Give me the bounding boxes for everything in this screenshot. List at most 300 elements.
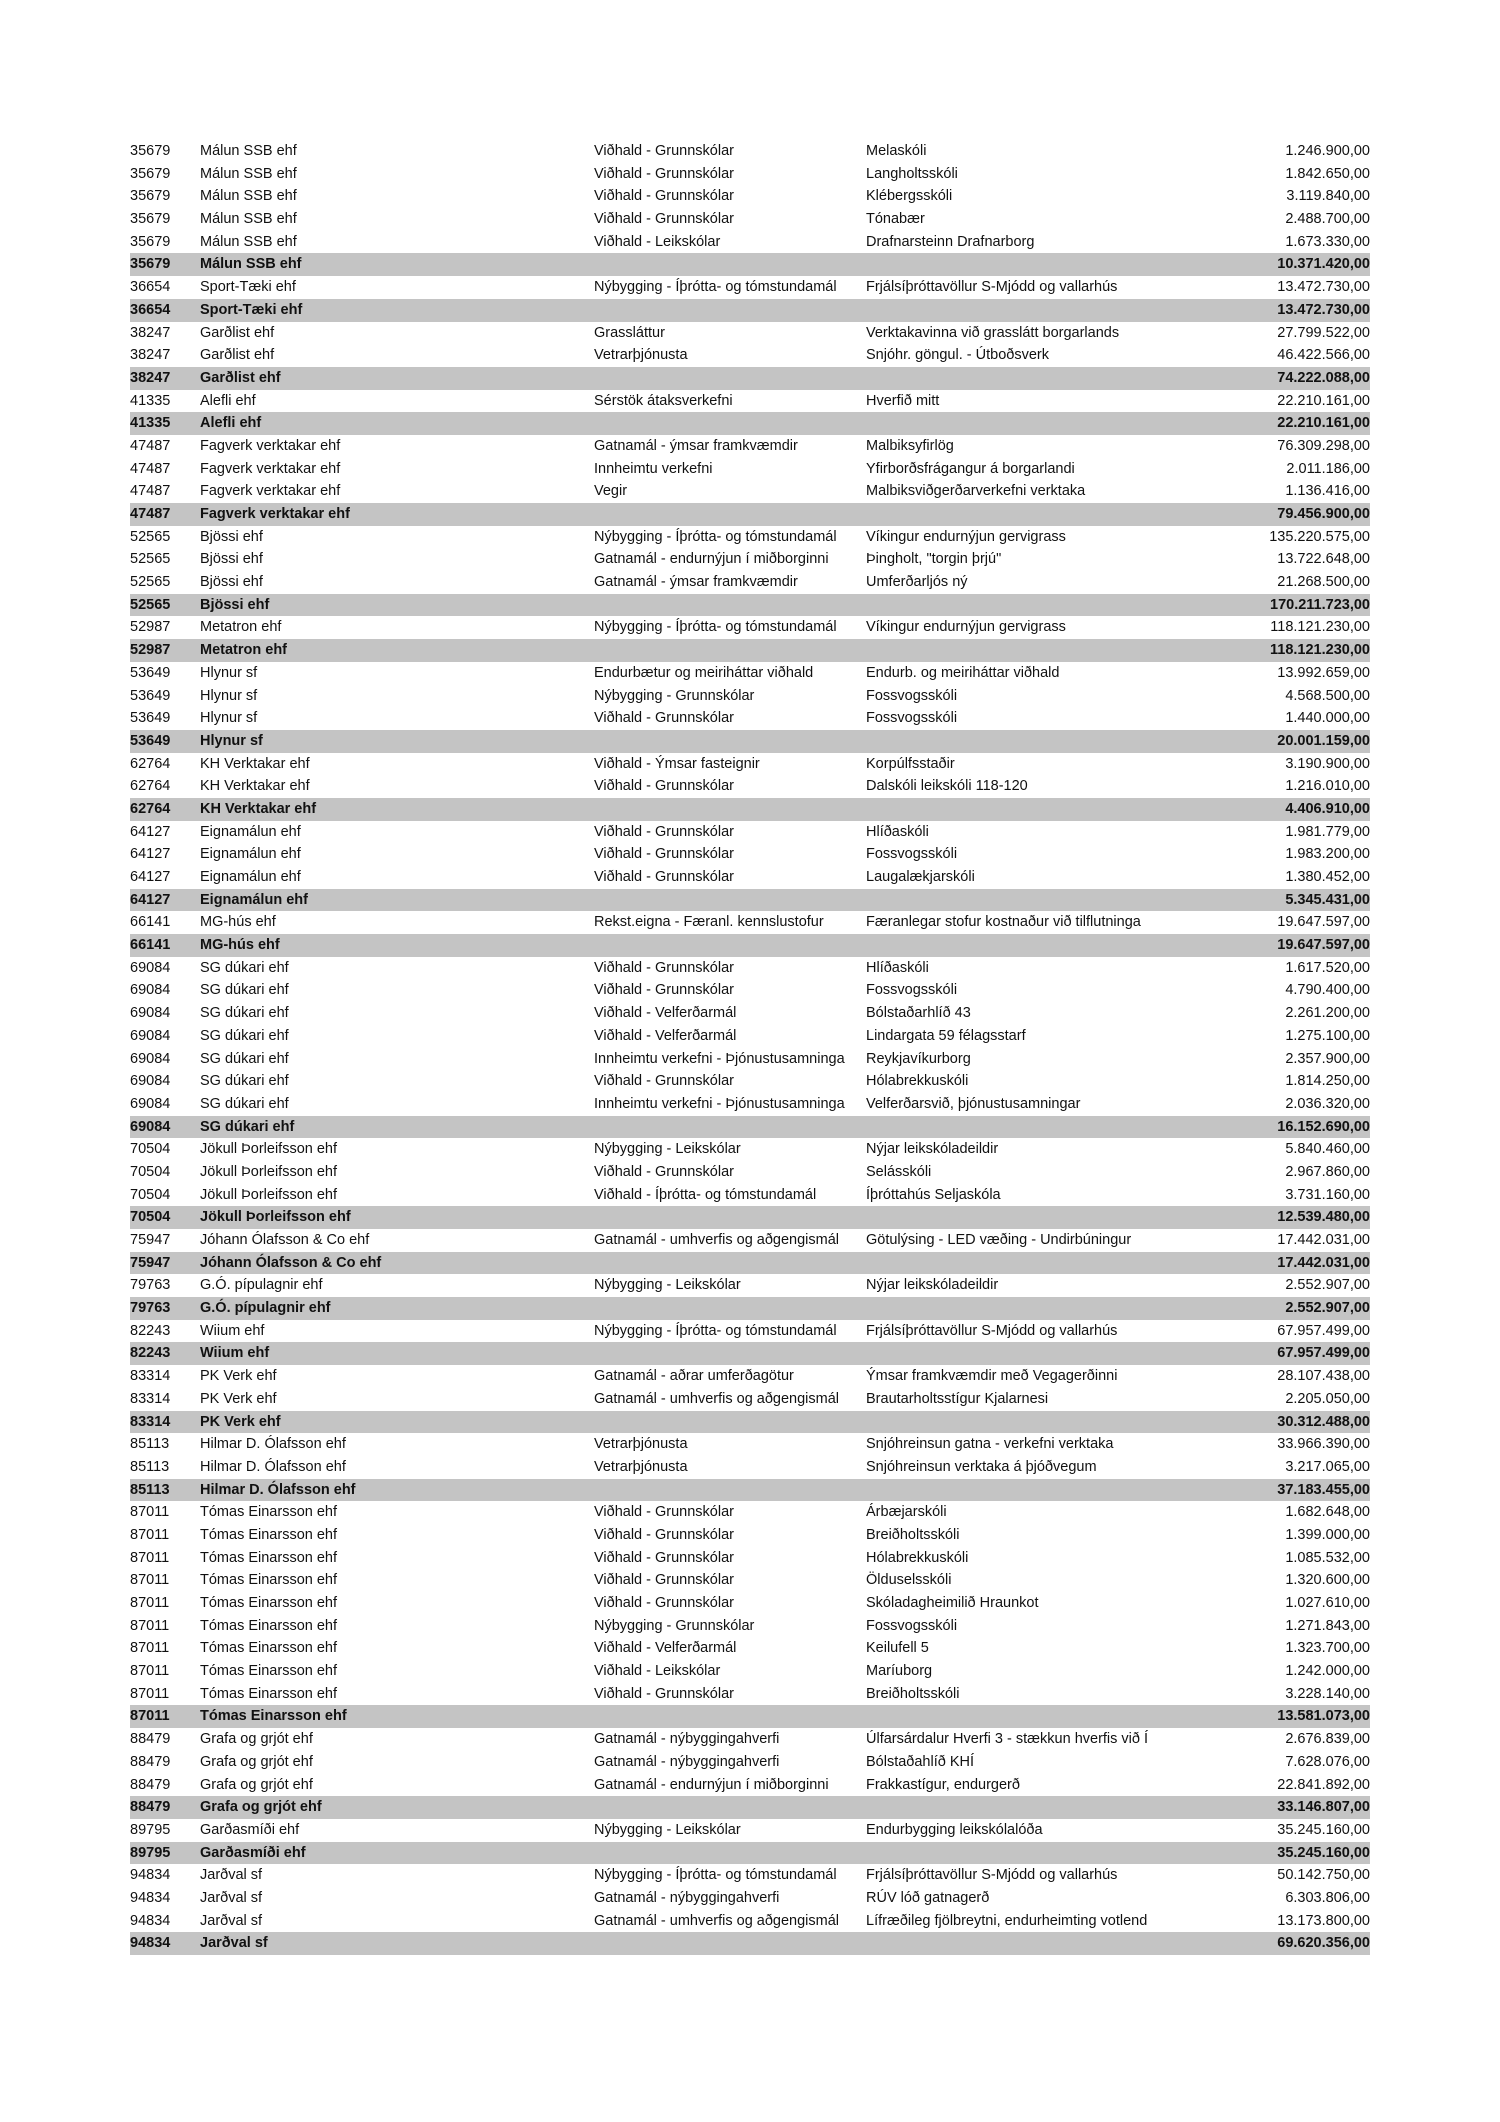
project-cell (866, 1705, 1176, 1728)
amount-cell: 35.245.160,00 (1277, 1844, 1370, 1861)
project-cell: Ölduselsskóli (866, 1572, 952, 1589)
vendor-name-cell: Bjössi ehf (200, 528, 263, 545)
vendor-name-cell: Jökull Þorleifsson ehf (200, 1141, 338, 1158)
category-cell (594, 639, 866, 662)
category-cell: Viðhald - Velferðarmál (594, 1640, 737, 1657)
table-row (130, 571, 1370, 594)
table-row (130, 979, 1370, 1002)
vendor-name-cell: Hlynur sf (200, 710, 258, 727)
project-cell: Frjálsíþróttavöllur S-Mjódd og vallarhús (866, 1867, 1118, 1884)
table-row (130, 1138, 1370, 1161)
vendor-id-cell: 64127 (130, 869, 171, 885)
amount-cell: 67.957.499,00 (1277, 1345, 1370, 1362)
vendor-id-cell: 87011 (130, 1617, 170, 1634)
vendor-id-cell: 70504 (130, 1141, 171, 1158)
vendor-id-cell: 62764 (130, 755, 171, 772)
vendor-id-cell: 69084 (130, 1050, 171, 1067)
vendor-id-cell: 88479 (130, 1799, 171, 1816)
subtotal-row (130, 1342, 1370, 1365)
category-cell: Viðhald - Grunnskólar (594, 165, 734, 182)
project-cell: Fossvogsskóli (866, 1617, 958, 1634)
project-cell (866, 1796, 1176, 1819)
table-row (130, 1388, 1370, 1411)
project-cell: Fossvogsskóli (866, 687, 958, 704)
vendor-name-cell: SG dúkari ehf (200, 1005, 289, 1022)
vendor-name-cell: Eignamálun ehf (200, 823, 301, 840)
vendor-id-cell: 87011 (130, 1504, 170, 1521)
amount-cell: 5.840.460,00 (1285, 1141, 1370, 1158)
table-row (130, 1070, 1370, 1093)
vendor-name-cell: SG dúkari ehf (200, 959, 289, 976)
subtotal-row (130, 1796, 1370, 1819)
vendor-id-cell: 75947 (130, 1254, 171, 1271)
amount-cell: 2.205.050,00 (1285, 1390, 1370, 1407)
table-row (130, 957, 1370, 980)
project-cell: Endurbygging leikskólalóða (866, 1821, 1043, 1838)
project-cell: Lindargata 59 félagsstarf (866, 1027, 1026, 1044)
vendor-name-cell: Garðlist ehf (200, 369, 281, 386)
vendor-name-cell: Hilmar D. Ólafsson ehf (200, 1458, 346, 1475)
category-cell (594, 934, 866, 957)
vendor-id-cell: 70504 (130, 1186, 171, 1203)
vendor-name-cell: Tómas Einarsson ehf (200, 1685, 338, 1702)
category-cell (594, 1206, 866, 1229)
vendor-id-cell: 69084 (130, 1073, 171, 1090)
vendor-id-cell: 52565 (130, 574, 171, 591)
project-cell (866, 1479, 1176, 1502)
table-row (130, 390, 1370, 413)
table-row (130, 140, 1370, 163)
amount-cell: 1.085.532,00 (1285, 1549, 1370, 1566)
project-cell: Malbiksyfirlög (866, 437, 954, 454)
vendor-name-cell: Metatron ehf (200, 642, 287, 659)
project-cell: Árbæjarskóli (866, 1504, 947, 1521)
category-cell (594, 1932, 866, 1955)
amount-cell: 1.216.010,00 (1285, 778, 1370, 795)
vendor-id-cell: 69084 (130, 1027, 171, 1044)
project-cell: Víkingur endurnýjun gervigrass (866, 619, 1066, 636)
project-cell (866, 1206, 1176, 1229)
category-cell (594, 1252, 866, 1275)
vendor-id-cell: 35679 (130, 165, 171, 182)
table-row (130, 1615, 1370, 1638)
vendor-id-cell: 69084 (130, 1095, 171, 1112)
project-cell: Nýjar leikskóladeildir (866, 1141, 999, 1158)
subtotal-row (130, 594, 1370, 617)
vendor-id-cell: 66141 (130, 937, 171, 954)
vendor-id-cell: 52565 (130, 551, 171, 568)
amount-cell: 4.568.500,00 (1285, 687, 1370, 704)
vendor-id-cell: 83314 (130, 1368, 171, 1385)
category-cell (594, 594, 866, 617)
amount-cell: 13.992.659,00 (1277, 664, 1370, 681)
vendor-name-cell: PK Verk ehf (200, 1413, 281, 1430)
vendor-name-cell: SG dúkari ehf (200, 982, 289, 999)
vendor-name-cell: Málun SSB ehf (200, 211, 297, 228)
vendor-id-cell: 88479 (130, 1753, 171, 1770)
category-cell: Viðhald - Grunnskólar (594, 211, 734, 228)
category-cell: Viðhald - Velferðarmál (594, 1027, 737, 1044)
vendor-name-cell: PK Verk ehf (200, 1390, 277, 1407)
project-cell: Úlfarsárdalur Hverfi 3 - stækkun hverfis við Í (866, 1731, 1149, 1748)
vendor-name-cell: Fagverk verktakar ehf (200, 506, 350, 522)
category-cell: Viðhald - Grunnskólar (594, 1073, 734, 1090)
vendor-name-cell: Grafa og grjót ehf (200, 1776, 313, 1793)
category-cell: Innheimtu verkefni - Þjónustusamninga (594, 1050, 845, 1067)
subtotal-row (130, 1932, 1370, 1955)
vendor-id-cell: 52565 (130, 528, 171, 545)
amount-cell: 118.121.230,00 (1270, 642, 1370, 659)
project-cell: Keilufell 5 (866, 1640, 929, 1657)
amount-cell: 19.647.597,00 (1277, 937, 1370, 954)
vendor-id-cell: 85113 (130, 1481, 170, 1498)
vendor-name-cell: Grafa og grjót ehf (200, 1753, 313, 1770)
vendor-name-cell: Jökull Þorleifsson ehf (200, 1163, 338, 1180)
table-row (130, 1887, 1370, 1910)
vendor-id-cell: 87011 (130, 1685, 170, 1702)
category-cell: Gatnamál - endurnýjun í miðborginni (594, 1776, 829, 1793)
vendor-name-cell: Fagverk verktakar ehf (200, 437, 341, 454)
vendor-id-cell: 36654 (130, 279, 171, 296)
vendor-id-cell: 47487 (130, 483, 171, 500)
amount-cell: 4.790.400,00 (1285, 982, 1370, 999)
project-cell (866, 889, 1176, 912)
project-cell (866, 1342, 1176, 1365)
vendor-name-cell: SG dúkari ehf (200, 1050, 289, 1067)
project-cell (866, 1932, 1176, 1955)
project-cell: Breiðholtsskóli (866, 1685, 960, 1702)
vendor-name-cell: KH Verktakar ehf (200, 778, 310, 795)
amount-cell: 20.001.159,00 (1277, 732, 1370, 749)
vendor-name-cell: Tómas Einarsson ehf (200, 1595, 338, 1611)
category-cell: Vetrarþjónusta (594, 1458, 688, 1475)
category-cell: Viðhald - Grunnskólar (594, 1549, 734, 1566)
table-row (130, 1819, 1370, 1842)
category-cell: Viðhald - Grunnskólar (594, 959, 734, 976)
table-row (130, 231, 1370, 254)
vendor-id-cell: 53649 (130, 664, 171, 681)
vendor-name-cell: Bjössi ehf (200, 551, 263, 568)
vendor-name-cell: Tómas Einarsson ehf (200, 1526, 338, 1543)
project-cell: Langholtsskóli (866, 165, 958, 182)
project-cell: Umferðarljós ný (866, 574, 968, 591)
amount-cell: 33.146.807,00 (1277, 1799, 1370, 1816)
table-row (130, 526, 1370, 549)
vendor-id-cell: 87011 (130, 1526, 170, 1543)
amount-cell: 69.620.356,00 (1277, 1935, 1370, 1952)
amount-cell: 1.136.416,00 (1285, 483, 1370, 500)
subtotal-row (130, 1411, 1370, 1434)
amount-cell: 1.399.000,00 (1285, 1526, 1370, 1543)
vendor-name-cell: Hlynur sf (200, 687, 258, 704)
amount-cell: 76.309.298,00 (1277, 437, 1370, 454)
table-row (130, 1274, 1370, 1297)
category-cell (594, 730, 866, 753)
vendor-id-cell: 38247 (130, 369, 171, 386)
vendor-id-cell: 69084 (130, 1005, 171, 1022)
vendor-id-cell: 47487 (130, 437, 171, 454)
project-cell: Hlíðaskóli (866, 959, 929, 976)
subtotal-row (130, 798, 1370, 821)
table-row (130, 1547, 1370, 1570)
subtotal-row (130, 639, 1370, 662)
amount-cell: 2.676.839,00 (1285, 1731, 1370, 1748)
vendor-id-cell: 36654 (130, 301, 171, 318)
vendor-id-cell: 83314 (130, 1390, 171, 1407)
category-cell: Vetrarþjónusta (594, 1436, 688, 1453)
category-cell: Grassláttur (594, 324, 665, 341)
table-row (130, 1365, 1370, 1388)
project-cell: Götulýsing - LED væðing - Undirbúningur (866, 1232, 1132, 1248)
vendor-name-cell: G.Ó. pípulagnir ehf (200, 1300, 331, 1317)
project-cell (866, 412, 1176, 435)
category-cell: Innheimtu verkefni - Þjónustusamninga (594, 1095, 845, 1112)
vendor-name-cell: G.Ó. pípulagnir ehf (200, 1277, 323, 1294)
subtotal-row (130, 1705, 1370, 1728)
vendor-name-cell: Hilmar D. Ólafsson ehf (200, 1436, 346, 1453)
amount-cell: 3.731.160,00 (1285, 1186, 1370, 1203)
amount-cell: 7.628.076,00 (1285, 1753, 1370, 1770)
amount-cell: 67.957.499,00 (1277, 1322, 1370, 1339)
category-cell: Gatnamál - nýbyggingahverfi (594, 1753, 780, 1770)
vendor-id-cell: 35679 (130, 233, 171, 250)
vendor-name-cell: Tómas Einarsson ehf (200, 1549, 338, 1566)
amount-cell: 5.345.431,00 (1285, 891, 1370, 908)
category-cell: Viðhald - Grunnskólar (594, 1685, 734, 1702)
vendor-name-cell: Jarðval sf (200, 1867, 263, 1884)
table-row (130, 753, 1370, 776)
category-cell (594, 412, 866, 435)
table-row (130, 843, 1370, 866)
vendor-name-cell: Tómas Einarsson ehf (200, 1572, 338, 1589)
project-cell: Breiðholtsskóli (866, 1526, 960, 1543)
category-cell: Vegir (594, 483, 628, 500)
project-cell (866, 1297, 1176, 1320)
vendor-name-cell: Sport-Tæki ehf (200, 279, 296, 296)
vendor-name-cell: Jökull Þorleifsson ehf (200, 1186, 338, 1203)
subtotal-row (130, 1297, 1370, 1320)
amount-cell: 1.271.843,00 (1285, 1617, 1370, 1634)
vendor-name-cell: Tómas Einarsson ehf (200, 1708, 347, 1725)
table-row (130, 185, 1370, 208)
table-row (130, 1524, 1370, 1547)
category-cell: Gatnamál - umhverfis og aðgengismál (594, 1390, 840, 1407)
subtotal-row (130, 1116, 1370, 1139)
table-row (130, 1660, 1370, 1683)
vendor-name-cell: KH Verktakar ehf (200, 800, 317, 817)
table-row (130, 821, 1370, 844)
category-cell: Gatnamál - ýmsar framkvæmdir (594, 574, 798, 591)
table-row (130, 1569, 1370, 1592)
vendor-id-cell: 79763 (130, 1277, 171, 1294)
contractor-payments-table (130, 140, 1370, 1955)
amount-cell: 3.228.140,00 (1285, 1685, 1370, 1702)
vendor-id-cell: 87011 (130, 1572, 170, 1589)
vendor-id-cell: 38247 (130, 324, 171, 341)
vendor-id-cell: 94834 (130, 1912, 171, 1929)
amount-cell: 135.220.575,00 (1269, 528, 1370, 545)
project-cell: Snjóhreinsun gatna - verkefni verktaka (866, 1436, 1114, 1453)
table-row (130, 276, 1370, 299)
amount-cell: 1.246.900,00 (1285, 143, 1370, 159)
table-row (130, 1864, 1370, 1887)
project-cell: Velferðarsvið, þjónustusamningar (866, 1095, 1081, 1112)
amount-cell: 118.121.230,00 (1270, 619, 1370, 636)
amount-cell: 1.983.200,00 (1285, 846, 1370, 863)
vendor-id-cell: 82243 (130, 1322, 171, 1339)
project-cell (866, 1411, 1176, 1434)
vendor-name-cell: MG-hús ehf (200, 937, 280, 954)
category-cell: Gatnamál - nýbyggingahverfi (594, 1731, 780, 1748)
vendor-name-cell: Tómas Einarsson ehf (200, 1640, 338, 1657)
project-cell: Malbiksviðgerðarverkefni verktaka (866, 483, 1086, 500)
project-cell: Melaskóli (866, 143, 927, 159)
category-cell: Viðhald - Grunnskólar (594, 869, 734, 885)
table-row (130, 1093, 1370, 1116)
amount-cell: 2.488.700,00 (1285, 211, 1370, 228)
amount-cell: 50.142.750,00 (1277, 1867, 1370, 1884)
amount-cell: 19.647.597,00 (1277, 914, 1370, 931)
vendor-id-cell: 94834 (130, 1935, 171, 1952)
table-row (130, 1002, 1370, 1025)
amount-cell: 33.966.390,00 (1277, 1436, 1370, 1453)
subtotal-row (130, 1479, 1370, 1502)
vendor-id-cell: 47487 (130, 506, 171, 522)
vendor-id-cell: 94834 (130, 1889, 171, 1906)
vendor-name-cell: Fagverk verktakar ehf (200, 483, 341, 500)
project-cell: Maríuborg (866, 1663, 933, 1680)
vendor-name-cell: Garðasmíði ehf (200, 1821, 300, 1838)
vendor-name-cell: Jarðval sf (200, 1912, 263, 1929)
vendor-id-cell: 69084 (130, 1118, 171, 1135)
vendor-id-cell: 82243 (130, 1345, 171, 1362)
vendor-name-cell: PK Verk ehf (200, 1368, 277, 1385)
vendor-id-cell: 87011 (130, 1595, 170, 1611)
vendor-name-cell: Jarðval sf (200, 1889, 263, 1906)
table-row (130, 1184, 1370, 1207)
vendor-id-cell: 69084 (130, 959, 171, 976)
amount-cell: 1.617.520,00 (1285, 959, 1370, 976)
table-row (130, 866, 1370, 889)
category-cell (594, 1479, 866, 1502)
table-row (130, 480, 1370, 503)
category-cell (594, 367, 866, 390)
amount-cell: 1.814.250,00 (1285, 1073, 1370, 1090)
table-row (130, 208, 1370, 231)
amount-cell: 2.261.200,00 (1285, 1005, 1370, 1022)
amount-cell: 2.967.860,00 (1285, 1163, 1370, 1180)
amount-cell: 22.210.161,00 (1277, 415, 1370, 432)
vendor-name-cell: Tómas Einarsson ehf (200, 1617, 338, 1634)
category-cell: Viðhald - Velferðarmál (594, 1005, 737, 1022)
project-cell: Fossvogsskóli (866, 982, 958, 999)
project-cell (866, 253, 1176, 276)
amount-cell: 2.357.900,00 (1285, 1050, 1370, 1067)
amount-cell: 3.190.900,00 (1285, 755, 1370, 772)
category-cell: Vetrarþjónusta (594, 347, 688, 364)
project-cell: Ýmsar framkvæmdir með Vegagerðinni (866, 1368, 1118, 1385)
project-cell: Hólabrekkuskóli (866, 1549, 969, 1566)
vendor-id-cell: 62764 (130, 778, 171, 795)
vendor-id-cell: 47487 (130, 460, 171, 477)
vendor-id-cell: 88479 (130, 1731, 171, 1748)
subtotal-row (130, 1206, 1370, 1229)
project-cell (866, 1842, 1176, 1865)
vendor-id-cell: 53649 (130, 687, 171, 704)
project-cell (866, 798, 1176, 821)
vendor-id-cell: 62764 (130, 800, 171, 817)
amount-cell: 17.442.031,00 (1277, 1254, 1370, 1271)
amount-cell: 1.027.610,00 (1285, 1595, 1370, 1611)
project-cell: Laugalækjarskóli (866, 869, 975, 885)
vendor-name-cell: Málun SSB ehf (200, 188, 297, 205)
category-cell: Nýbygging - Íþrótta- og tómstundamál (594, 1867, 837, 1884)
amount-cell: 3.119.840,00 (1286, 188, 1370, 205)
project-cell: Hverfið mitt (866, 392, 940, 409)
amount-cell: 1.842.650,00 (1285, 165, 1370, 182)
vendor-name-cell: SG dúkari ehf (200, 1095, 289, 1112)
amount-cell: 28.107.438,00 (1277, 1368, 1370, 1385)
vendor-id-cell: 85113 (130, 1436, 170, 1453)
vendor-id-cell: 89795 (130, 1821, 171, 1838)
table-row (130, 911, 1370, 934)
amount-cell: 16.152.690,00 (1277, 1118, 1370, 1135)
project-cell: Klébergsskóli (866, 188, 953, 205)
category-cell (594, 1796, 866, 1819)
vendor-id-cell: 52987 (130, 642, 171, 659)
vendor-id-cell: 64127 (130, 823, 171, 840)
category-cell: Gatnamál - umhverfis og aðgengismál (594, 1232, 840, 1248)
project-cell: Selásskóli (866, 1163, 932, 1180)
amount-cell: 170.211.723,00 (1270, 596, 1370, 613)
category-cell (594, 1411, 866, 1434)
category-cell (594, 253, 866, 276)
category-cell: Endurbætur og meiriháttar viðhald (594, 664, 814, 681)
category-cell (594, 1342, 866, 1365)
project-cell (866, 503, 1176, 526)
table-row (130, 1161, 1370, 1184)
vendor-id-cell: 83314 (130, 1413, 171, 1430)
category-cell (594, 299, 866, 322)
table-row (130, 1229, 1370, 1252)
project-cell: Endurb. og meiriháttar viðhald (866, 664, 1060, 681)
amount-cell: 46.422.566,00 (1277, 347, 1370, 364)
project-cell: Bólstaðarhlíð 43 (866, 1005, 971, 1022)
category-cell: Viðhald - Grunnskólar (594, 1163, 734, 1180)
category-cell: Viðhald - Grunnskólar (594, 823, 734, 840)
table-row (130, 1728, 1370, 1751)
vendor-name-cell: Jökull Þorleifsson ehf (200, 1209, 351, 1226)
vendor-id-cell: 87011 (130, 1640, 170, 1657)
amount-cell: 10.371.420,00 (1277, 256, 1370, 273)
vendor-name-cell: Jarðval sf (200, 1935, 268, 1952)
vendor-id-cell: 70504 (130, 1163, 171, 1180)
subtotal-row (130, 1842, 1370, 1865)
table-row (130, 1048, 1370, 1071)
category-cell: Gatnamál - nýbyggingahverfi (594, 1889, 780, 1906)
amount-cell: 2.552.907,00 (1285, 1277, 1370, 1294)
category-cell (594, 1842, 866, 1865)
project-cell: Fossvogsskóli (866, 710, 958, 727)
project-cell (866, 367, 1176, 390)
category-cell: Nýbygging - Íþrótta- og tómstundamál (594, 1322, 837, 1339)
project-cell: Þingholt, "torgin þrjú" (866, 551, 1002, 568)
vendor-id-cell: 35679 (130, 143, 171, 159)
amount-cell: 1.682.648,00 (1285, 1504, 1370, 1521)
project-cell: Lífræðileg fjölbreytni, endurheimting votlend (866, 1912, 1148, 1929)
table-row (130, 344, 1370, 367)
category-cell: Nýbygging - Leikskólar (594, 1277, 741, 1294)
